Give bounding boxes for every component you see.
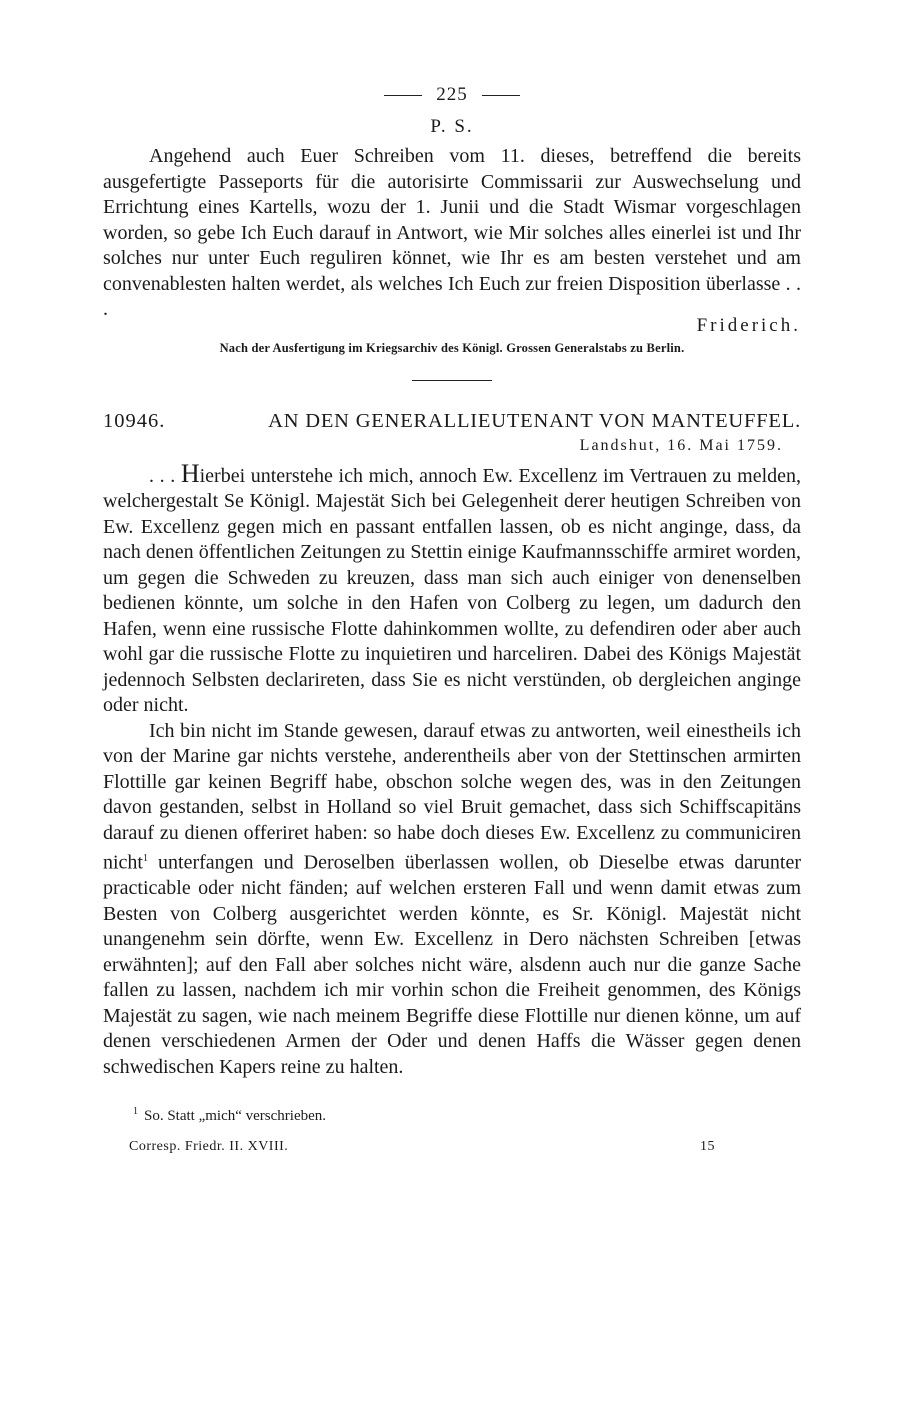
paragraph-2-text-b: unterfangen und Deroselben überlassen wollen, ob Dieselbe etwas darunter practicable oder nicht fänden; auf welchen ersteren Fall und wenn damit etwas zum Besten von Colberg ausgerichtet werden könnte, es Sr. Königl. Majestät nicht unangenehm sein dörfte, wenn Ew. Excellenz in Dero nächsten Schreiben [etwas erwähnten]; auf den Fall aber solches nicht wäre, alsdenn auch nur die ganze Sache fallen zu lassen, nachdem ich mir vorhin schon die Freiheit genommen, des Königs Majestät zu sagen, wie nach meinem Begriffe diese Flottille nur dienen könne, um auf denen verschiedenen Armen der Oder und denen Haffs die Wässer gegen denen schwedischen Kapers reine zu halten. — [103, 851, 801, 1078]
letter-heading — [103, 410, 801, 433]
footnote-mark: 1 — [133, 1106, 138, 1118]
paragraph-1-text: ierbei unterstehe ich mich, annoch Ew. Excellenz im Vertrauen zu melden, welchergestalt Se Königl. Majestät Sich bei Gelegenheit derer heutigen Schreiben von Ew. Excellenz gegen mich en passant entfallen lassen, ob es nicht anginge, dass, da nach denen öffentlichen Zeitungen zu Stettin einige Kaufmannsschiffe armiret worden, um gegen die Schweden zu kreuzen, dass man sich auch einiger von denenselben bedienen könnte, um solche in den Hafen von Colberg zu legen, um dadurch den Hafen, wenn eine russische Flotte dahinkommen wollte, zu defendiren oder aber auch wohl gar die russische Flotte zu inquietiren und harceliren. Dabei des Königs Majestät jedennoch Selbsten declarireten, dass Sie es nicht verstünden, ob dergleichen anginge oder nicht. — [103, 464, 802, 716]
ps-section — [103, 144, 801, 323]
page-number: 225 — [436, 84, 468, 105]
ps-paragraph: Angehend auch Euer Schreiben vom 11. dieses, betreffend die bereits ausgefertigte Passeports für die autorisirte Commissarii zur Auswechselung und Errichtung eines Kartells, wozu der 1. Junii und die Stadt Wismar vorgeschlagen worden, so gebe Ich Euch darauf in Antwort, wie Mir solches alles einerlei ist und Ihr solches nur unter Euch reguliren könnet, wie Ihr es am besten verstehet und am convenablesten halten werdet, als welches Ich Euch zur freien Disposition überlasse . . . — [103, 145, 801, 320]
letter-body — [103, 458, 802, 1081]
source-note: Nach der Ausfertigung im Kriegsarchiv des Königl. Grossen Generalstabs zu Berlin. — [219, 340, 685, 355]
section-divider — [412, 380, 492, 381]
ps-heading: P. S. — [430, 116, 474, 137]
page-footer — [103, 1139, 801, 1155]
signature: Friderich. — [696, 314, 801, 336]
header-rule-left — [384, 95, 422, 96]
header-rule-right — [482, 95, 520, 96]
footer-signature-left: Corresp. Friedr. II. XVIII. — [129, 1139, 289, 1155]
footnote — [103, 1106, 801, 1125]
footnote-reference: 1 — [143, 853, 148, 864]
page-header — [103, 84, 801, 106]
letter-number: 10946. — [103, 409, 166, 432]
footnote-text: So. Statt „mich“ verschrieben. — [144, 1108, 327, 1125]
document-page — [103, 84, 801, 1155]
drop-initial: H — [180, 458, 200, 488]
paragraph-2-text-a: Ich bin nicht im Stande gewesen, darauf etwas zu antworten, weil einestheils ich von der Marine gar nichts verstehe, anderentheils aber von der Stettinschen armirten Flottille gar keinen Begriff habe, obschon solche wegen des, was in den Zeitungen davon gestanden, selbst in Holland so viel Bruit gemachet, dass sich Schiffscapitäns darauf zu dienen offeriret haben: so habe doch dieses Ew. Excellenz zu communiciren nicht — [103, 719, 801, 874]
letter-dateline: Landshut, 16. Mai 1759. — [579, 436, 783, 454]
letter-title: AN DEN GENERALLIEUTENANT VON MANTEUFFEL. — [268, 409, 801, 432]
footer-signature-right: 15 — [700, 1139, 715, 1155]
ellipsis-lead: . . . — [149, 464, 181, 487]
letter-paragraph-1 — [103, 458, 802, 719]
letter-paragraph-2 — [103, 719, 801, 1081]
